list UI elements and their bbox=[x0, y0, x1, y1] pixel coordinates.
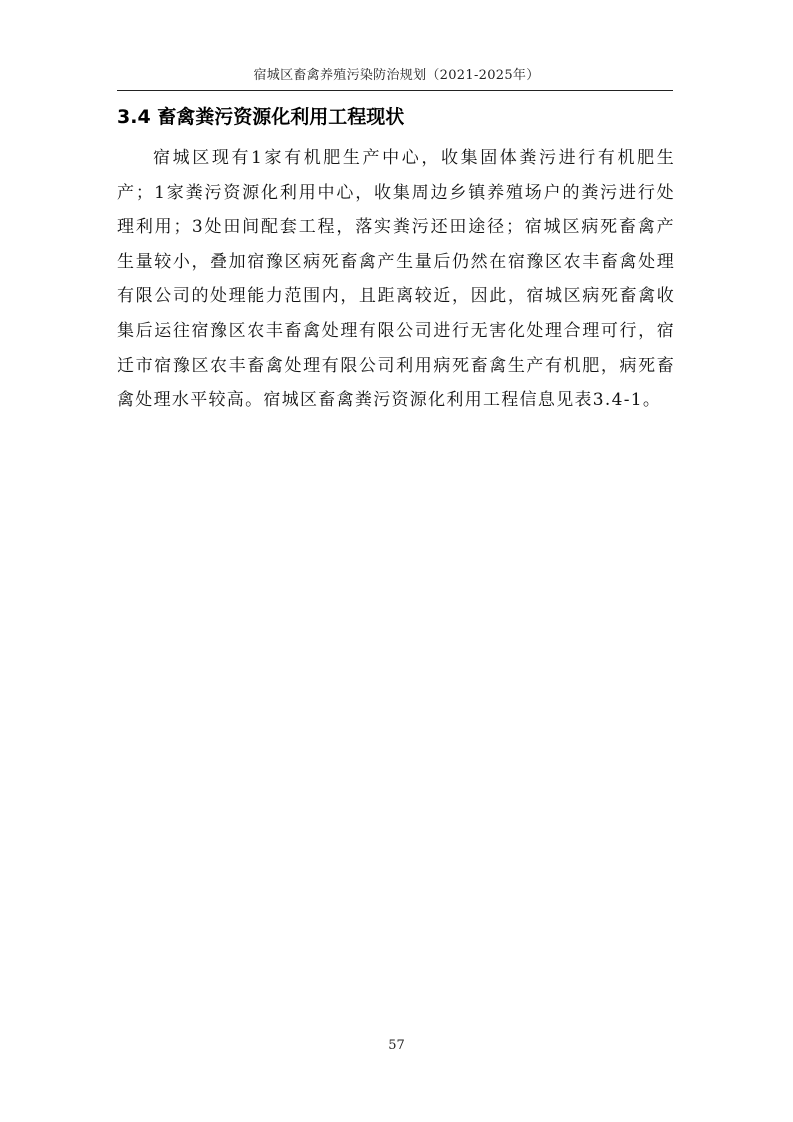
page-number: 57 bbox=[388, 1038, 405, 1053]
running-header: 宿城区畜禽养殖污染防治规划（2021-2025年） bbox=[253, 68, 540, 83]
section-heading: 3.4 畜禽粪污资源化利用工程现状 bbox=[117, 106, 405, 128]
body-paragraph: 宿城区现有1家有机肥生产中心，收集固体粪污进行有机肥生产；1家粪污资源化利用中心，收集周边乡镇养殖场户的粪污进行处理利用；3处田间配套工程，落实粪污还田途径；宿城区病死畜禽产生量较小，叠加宿豫区病死畜禽产生量后仍然在宿豫区农丰畜禽处理有限公司的处理能力范围内，且距离较近，因此，宿城区病死畜禽收集后运往宿豫区农丰畜禽处理有限公司进行无害化处理合理可行，宿迁市宿豫区农丰畜禽处理有限公司利用病死畜禽生产有机肥，病死畜禽处理水平较高。宿城区畜禽粪污资源化利用工程信息见表3.4-1。 bbox=[117, 148, 675, 411]
header-divider bbox=[117, 90, 673, 91]
